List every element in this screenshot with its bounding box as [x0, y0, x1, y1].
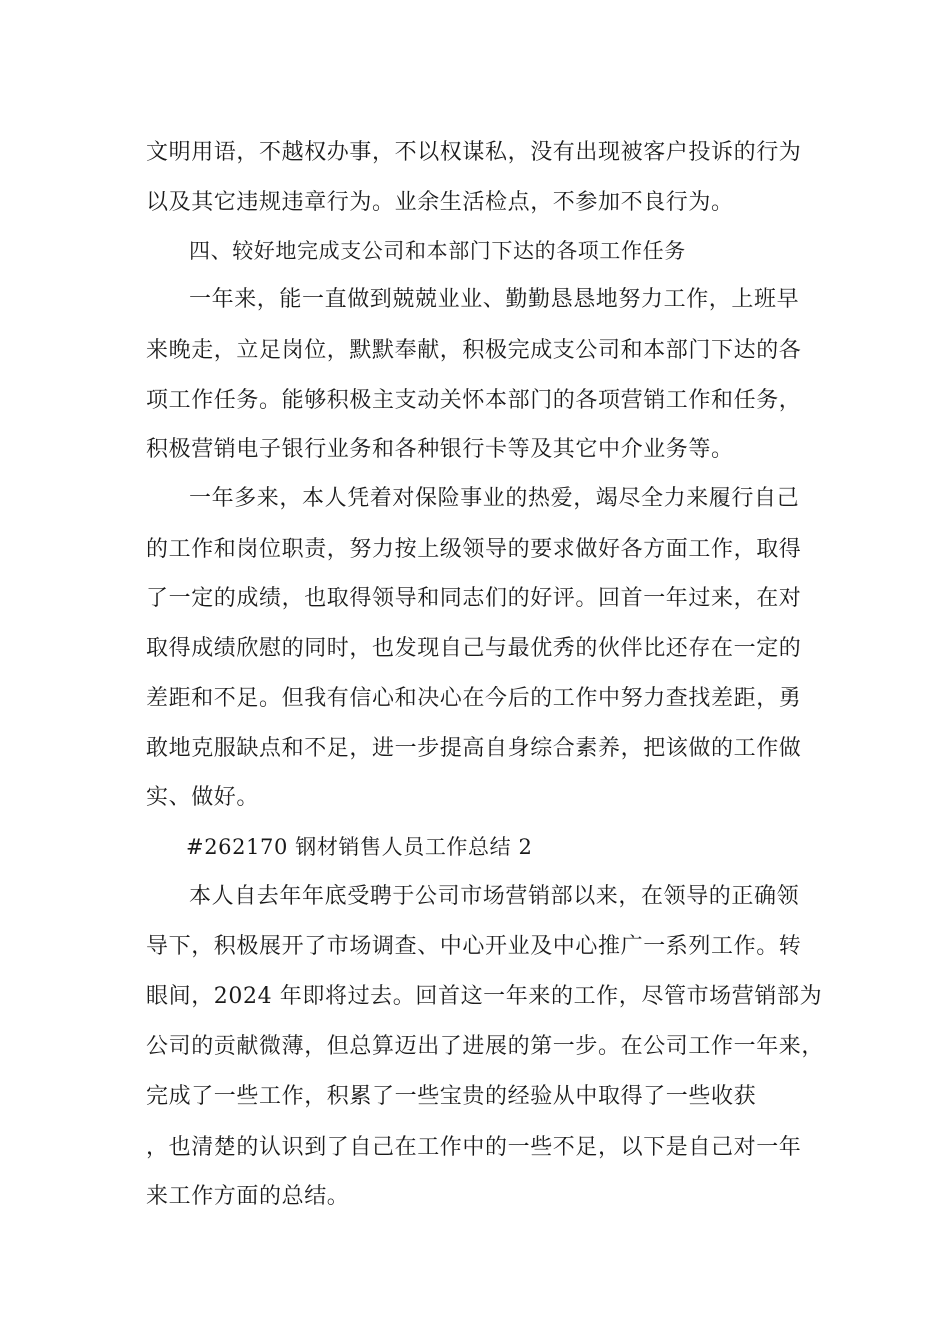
body-text-line: 眼间，2024 年即将过去。回首这一年来的工作，尽管市场营销部为	[146, 984, 823, 1009]
body-text-line: 来工作方面的总结。	[146, 1184, 350, 1209]
body-text-line: 一年来，能一直做到兢兢业业、勤勤恳恳地努力工作，上班早	[189, 287, 800, 312]
body-text-line: 积极营销电子银行业务和各种银行卡等及其它中介业务等。	[146, 437, 734, 462]
body-text-line: 来晚走，立足岗位，默默奉献，积极完成支公司和本部门下达的各	[146, 338, 802, 363]
body-text-line: 一年多来，本人凭着对保险事业的热爱，竭尽全力来履行自己	[189, 486, 800, 511]
body-text-line: ，也清楚的认识到了自己在工作中的一些不足，以下是自己对一年	[146, 1135, 802, 1160]
body-text-line: 项工作任务。能够积极主支动关怀本部门的各项营销工作和任务，	[146, 388, 802, 413]
body-text-line: 以及其它违规违章行为。业余生活检点，不参加不良行为。	[146, 190, 734, 215]
body-text-line: 文明用语，不越权办事，不以权谋私，没有出现被客户投诉的行为	[146, 140, 802, 165]
body-text-line: 取得成绩欣慰的同时，也发现自己与最优秀的伙伴比还存在一定的	[146, 636, 802, 661]
body-text-line: 本人自去年年底受聘于公司市场营销部以来，在领导的正确领	[189, 884, 800, 909]
article-title: #262170 钢材销售人员工作总结 2	[186, 835, 533, 859]
body-text-line: 差距和不足。但我有信心和决心在今后的工作中努力查找差距，勇	[146, 686, 802, 711]
body-text-line: 公司的贡献微薄，但总算迈出了进展的第一步。在公司工作一年来，	[146, 1034, 825, 1059]
body-text-line: 完成了一些工作，积累了一些宝贵的经验从中取得了一些收获	[146, 1084, 757, 1109]
section-heading: 四、较好地完成支公司和本部门下达的各项工作任务	[189, 239, 686, 263]
body-text-line: 实、做好。	[146, 785, 260, 810]
body-text-line: 导下，积极展开了市场调查、中心开业及中心推广一系列工作。转	[146, 934, 802, 959]
body-text-line: 了一定的成绩，也取得领导和同志们的好评。回首一年过来，在对	[146, 586, 802, 611]
body-text-line: 敢地克服缺点和不足，进一步提高自身综合素养，把该做的工作做	[146, 736, 802, 761]
body-text-line: 的工作和岗位职责，努力按上级领导的要求做好各方面工作，取得	[146, 537, 802, 562]
